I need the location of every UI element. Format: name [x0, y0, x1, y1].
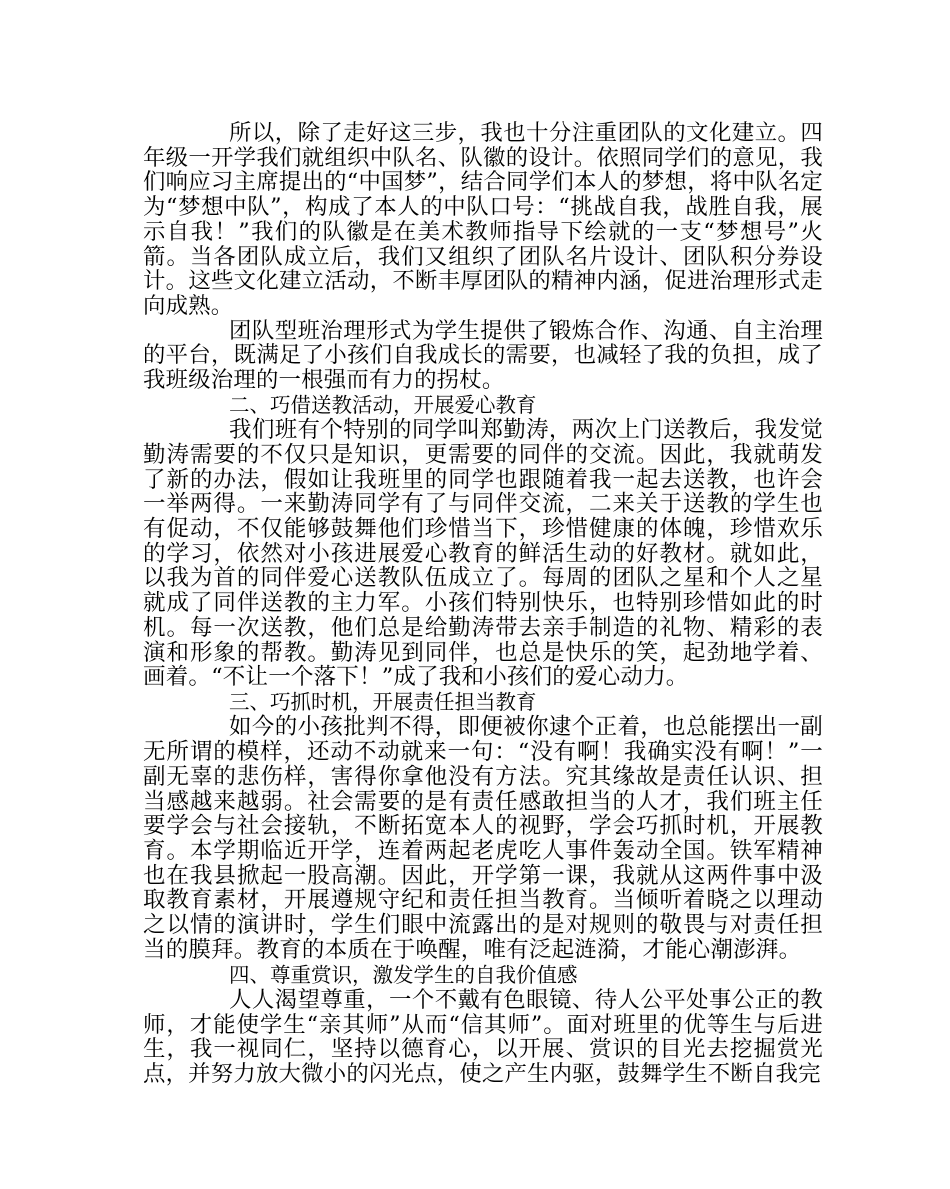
document-body — [143, 121, 823, 1087]
paragraph-respect-appreciation: 人人渴望尊重，一个不戴有色眼镜、待人公平处事公正的教师，才能使学生“亲其师”从而“信其师”。面对班里的优等生与后进生，我一视同仁，坚持以德育心，以开展、赏识的目光去挖掘赏光点，并努力放大微小的闪光点，使之产生内驱，鼓舞学生不断自我完 — [143, 987, 823, 1088]
section-heading-4: 四、尊重赏识，激发学生的自我价值感 — [229, 962, 578, 987]
paragraph-love-education: 我们班有个特别的同学叫郑勤涛，两次上门送教后，我发觉勤涛需要的不仅只是知识，更需要的同伴的交流。因此，我就萌发了新的办法，假如让我班里的同学也跟随着我一起去送教，也许会一举两得。一来勤涛同学有了与同伴交流，二来关于送教的学生也有促动，不仅能够鼓舞他们珍惜当下，珍惜健康的体魄，珍惜欢乐的学习，依然对小孩进展爱心教育的鲜活生动的好教材。就如此，以我为首的同伴爱心送教队伍成立了。每周的团队之星和个人之星就成了同伴送教的主力军。小孩们特别快乐，也特别珍惜如此的时机。每一次送教，他们总是给勤涛带去亲手制造的礼物、精彩的表演和形象的帮教。勤涛见到同伴，也总是快乐的笑，起劲地学着、画着。“不让一个落下！”成了我和小孩们的爱心动力。 — [143, 417, 823, 691]
paragraph-team-management: 团队型班治理形式为学生提供了锻炼合作、沟通、自主治理的平台，既满足了小孩们自我成长的需要，也减轻了我的负担，成了我班级治理的一根强而有力的拐杖。 — [143, 317, 823, 394]
paragraph-team-culture: 所以，除了走好这三步，我也十分注重团队的文化建立。四年级一开学我们就组织中队名、队徽的设计。依照同学们的意见，我们响应习主席提出的“中国梦”，结合同学们本人的梦想，将中队名定为“梦想中队”，构成了本人的中队口号：“挑战自我，战胜自我，展示自我！”我们的队徽是在美术教师指导下绘就的一支“梦想号”火箭。当各团队成立后，我们又组织了团队名片设计、团队积分券设计。这些文化建立活动，不断丰厚团队的精神内涵，促进治理形式走向成熟。 — [143, 120, 823, 319]
paragraph-responsibility-education: 如今的小孩批判不得，即便被你逮个正着，也总能摆出一副无所谓的模样，还动不动就来一句：“没有啊！我确实没有啊！”一副无辜的悲伤样，害得你拿他没有方法。究其缘故是责任认识、担当感越来越弱。社会需要的是有责任感敢担当的人才，我们班主任要学会与社会接轨，不断拓宽本人的视野，学会巧抓时机，开展教育。本学期临近开学，连着两起老虎吃人事件轰动全国。铁军精神也在我县掀起一股高潮。因此，开学第一课，我就从这两件事中汲取教育素材，开展遵规守纪和责任担当教育。当倾听着晓之以理动之以情的演讲时，学生们眼中流露出的是对规则的敬畏与对责任担当的膜拜。教育的本质在于唤醒，唯有泛起涟漪，才能心潮澎湃。 — [143, 714, 823, 963]
section-heading-2: 二、巧借送教活动，开展爱心教育 — [229, 392, 537, 417]
section-heading-3: 三、巧抓时机，开展责任担当教育 — [229, 689, 537, 714]
